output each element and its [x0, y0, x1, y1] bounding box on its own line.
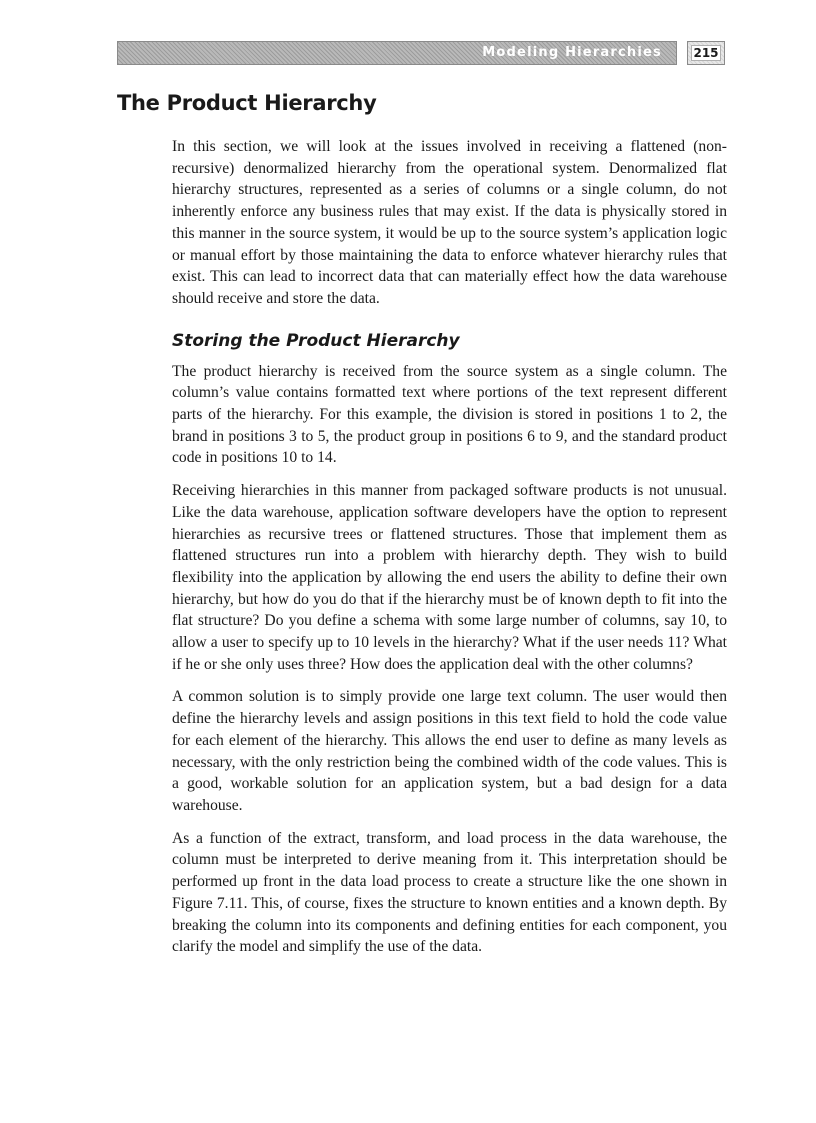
subsection-title: Storing the Product Hierarchy — [172, 330, 460, 351]
page-number: 215 — [691, 45, 721, 61]
intro-paragraph: In this section, we will look at the issues involved in receiving a flattened (non-recursive) denormalized hierarchy from the operational system. Denormalized flat hierarchy structures, represented as a series of columns or a single column, do not inherently enforce any business rules that may exist. If the data is physically stored in this manner in the source system, it would be up to the source system’s application logic or manual effort by those maintaining the data to enforce whatever hierarchy rules that exist. This can lead to incorrect data that can materially effect how the data warehouse should receive and store the data. — [172, 138, 727, 307]
body-content — [172, 136, 727, 969]
header-band — [117, 41, 677, 65]
section-title: The Product Hierarchy — [117, 91, 377, 115]
paragraph-3: A common solution is to simply provide one large text column. The user would then define the hierarchy levels and assign positions in this text field to hold the code value for each element of the hierarchy. This allows the end user to define as many levels as necessary, with the only restriction being the combined width of the code values. This is a good, workable solution for an application system, but a bad design for a data warehouse. — [172, 688, 727, 814]
paragraph-2: Receiving hierarchies in this manner from packaged software products is not unusual. Like the data warehouse, application software developers have the option to represent hierarchies as recursive trees or flattened structures. Those that implement them as flattened structures run into a problem with hierarchy depth. They wish to build flexibility into the application by allowing the end users the ability to define their own hierarchy, but how do you do that if the hierarchy must be of known depth to fit into the flat structure? Do you define a schema with some large number of columns, say 10, to allow a user to specify up to 10 levels in the hierarchy? What if the user needs 11? What if he or she only uses three? How does the application deal with the other columns? — [172, 482, 727, 673]
page-number-box — [687, 41, 725, 65]
running-header — [117, 41, 725, 65]
paragraph-4: As a function of the extract, transform, and load process in the data warehouse, the column must be interpreted to derive meaning from it. This interpretation should be performed up front in the data load process to create a structure like the one shown in Figure 7.11. This, of course, fixes the structure to known entities and a known depth. By breaking the column into its components and defining entities for each component, you clarify the model and simplify the use of the data. — [172, 829, 727, 956]
paragraph-1: The product hierarchy is received from the source system as a single column. The column’s value contains formatted text where portions of the text represent different parts of the hierarchy. For this example, the division is stored in positions 1 to 2, the brand in positions 3 to 5, the product group in positions 6 to 9, and the standard product code in positions 10 to 14. — [172, 362, 727, 467]
running-title: Modeling Hierarchies — [482, 45, 662, 60]
